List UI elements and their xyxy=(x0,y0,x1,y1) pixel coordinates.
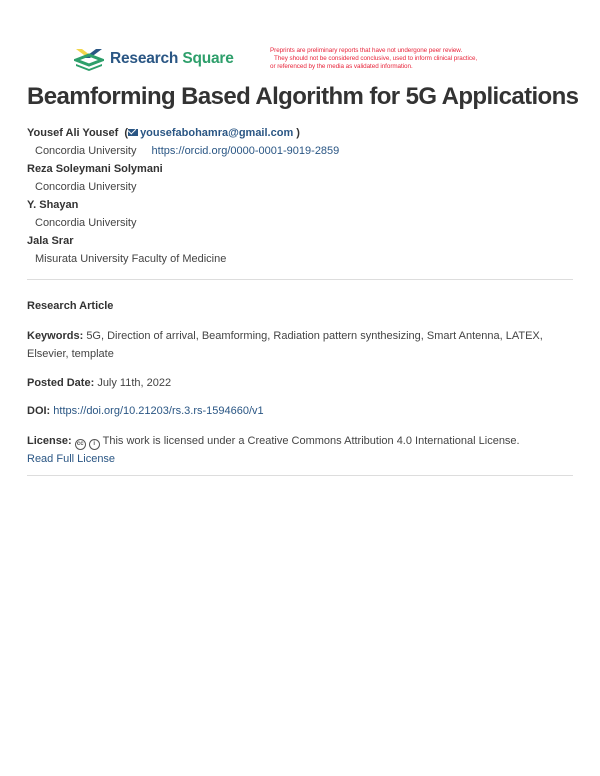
paper-title: Beamforming Based Algorithm for 5G Applications xyxy=(27,83,579,110)
keywords-label: Keywords: xyxy=(27,330,84,342)
posted-date-section xyxy=(27,374,575,392)
doi-section xyxy=(27,402,575,420)
article-type-label: Research Article xyxy=(27,300,114,312)
license-text: This work is licensed under a Creative Commons Attribution 4.0 International License. xyxy=(102,435,520,447)
author-affiliation: Concordia University xyxy=(35,217,137,229)
disclaimer-line: They should not be considered conclusive, used to inform clinical practice, xyxy=(274,55,478,62)
author-affiliation xyxy=(27,144,577,162)
orcid-link[interactable]: https://orcid.org/0000-0001-9019-2859 xyxy=(151,145,340,157)
disclaimer-line: Preprints are preliminary reports that have not undergone peer review. xyxy=(270,47,463,54)
posted-date-value: July 11th, 2022 xyxy=(97,377,172,389)
keywords-section xyxy=(27,327,575,363)
author-name: Jala Srar xyxy=(27,235,74,247)
divider xyxy=(27,475,573,476)
preprint-disclaimer xyxy=(270,47,545,71)
license-section xyxy=(27,432,575,468)
research-square-logo[interactable] xyxy=(74,47,234,71)
author-affiliation: Misurata University Faculty of Medicine xyxy=(35,253,227,265)
header xyxy=(0,44,600,78)
disclaimer-line: or referenced by the media as validated information. xyxy=(270,63,413,70)
affiliation-text: Concordia University xyxy=(35,145,137,157)
author-name: Y. Shayan xyxy=(27,199,79,211)
author-list xyxy=(27,126,577,270)
doi-label: DOI: xyxy=(27,405,51,417)
article-type xyxy=(27,297,575,315)
logo-text-square: Square xyxy=(182,50,234,67)
logo-text xyxy=(110,50,234,68)
author-name-text: Yousef Ali Yousef xyxy=(27,127,119,139)
cc-icon: cc xyxy=(75,439,86,450)
author-affiliation: Concordia University xyxy=(35,181,137,193)
keywords-value: 5G, Direction of arrival, Beamforming, Radiation pattern synthesizing, Smart Antenna, LATEX, Elsevier, template xyxy=(27,330,543,360)
license-label: License: xyxy=(27,435,72,447)
posted-date-label: Posted Date: xyxy=(27,377,95,389)
research-square-logo-icon xyxy=(74,47,104,71)
author-email-link[interactable]: yousefabohamra@gmail.com xyxy=(140,127,294,139)
divider xyxy=(27,279,573,280)
logo-text-research: Research xyxy=(110,50,179,67)
read-full-license-link[interactable]: Read Full License xyxy=(27,453,116,465)
author-name: Reza Soleymani Solymani xyxy=(27,163,163,175)
author-name: Yousef Ali Yousef ( yousefabohamra@gmail.com ) xyxy=(27,127,300,139)
by-attribution-icon: i xyxy=(89,439,100,450)
envelope-icon xyxy=(128,129,138,136)
doi-link[interactable]: https://doi.org/10.21203/rs.3.rs-1594660/v1 xyxy=(53,405,264,417)
